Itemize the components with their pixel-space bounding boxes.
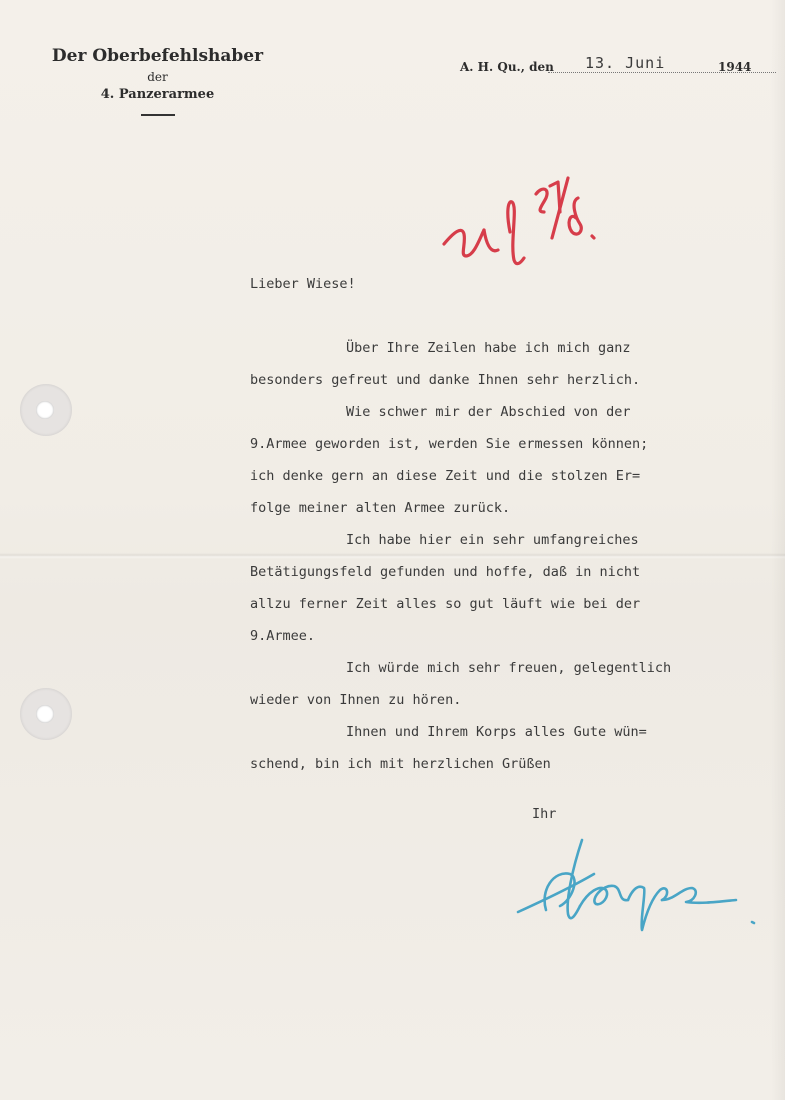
letter-line: folge meiner alten Armee zurück. — [250, 500, 511, 516]
letterhead — [50, 42, 265, 116]
letter-line: Betätigungsfeld gefunden und hoffe, daß in nicht — [250, 564, 641, 580]
closing: Ihr — [532, 806, 557, 822]
letter-line: Wie schwer mir der Abschied von der — [346, 404, 631, 420]
letter-line: 9.Armee geworden ist, werden Sie ermessen können; — [250, 436, 649, 452]
letter-line: Über Ihre Zeilen habe ich mich ganz — [346, 340, 631, 356]
letter-line: ich denke gern an diese Zeit und die stolzen Er= — [250, 468, 641, 484]
letter-line: schend, bin ich mit herzlichen Grüßen — [250, 756, 551, 772]
letter-line: allzu ferner Zeit alles so gut läuft wie bei der — [250, 596, 641, 612]
dateline-prefix: A. H. Qu., den — [460, 60, 554, 74]
dateline — [460, 56, 760, 80]
punch-hole-top — [20, 384, 72, 436]
letterhead-rule — [141, 114, 175, 116]
red-pencil-annotation — [440, 172, 620, 272]
letter-line: Ich habe hier ein sehr umfangreiches — [346, 532, 639, 548]
letter-line: Ihnen und Ihrem Korps alles Gute wün= — [346, 724, 647, 740]
salutation: Lieber Wiese! — [250, 276, 356, 292]
letter-line: wieder von Ihnen zu hören. — [250, 692, 462, 708]
paper-edge-shadow — [771, 0, 785, 1100]
letterhead-army: 4. Panzerarmee — [100, 87, 215, 102]
letterhead-der: der — [147, 70, 168, 84]
letterhead-title: Der Oberbefehlshaber — [51, 46, 264, 66]
letter-line: Ich würde mich sehr freuen, gelegentlich — [346, 660, 672, 676]
signature — [510, 830, 770, 940]
dateline-date: 13. Juni — [585, 54, 666, 72]
dateline-year: 1944 — [718, 60, 752, 74]
punch-hole-bottom — [20, 688, 72, 740]
letter-line: 9.Armee. — [250, 628, 316, 644]
letter-line: besonders gefreut und danke Ihnen sehr herzlich. — [250, 372, 641, 388]
